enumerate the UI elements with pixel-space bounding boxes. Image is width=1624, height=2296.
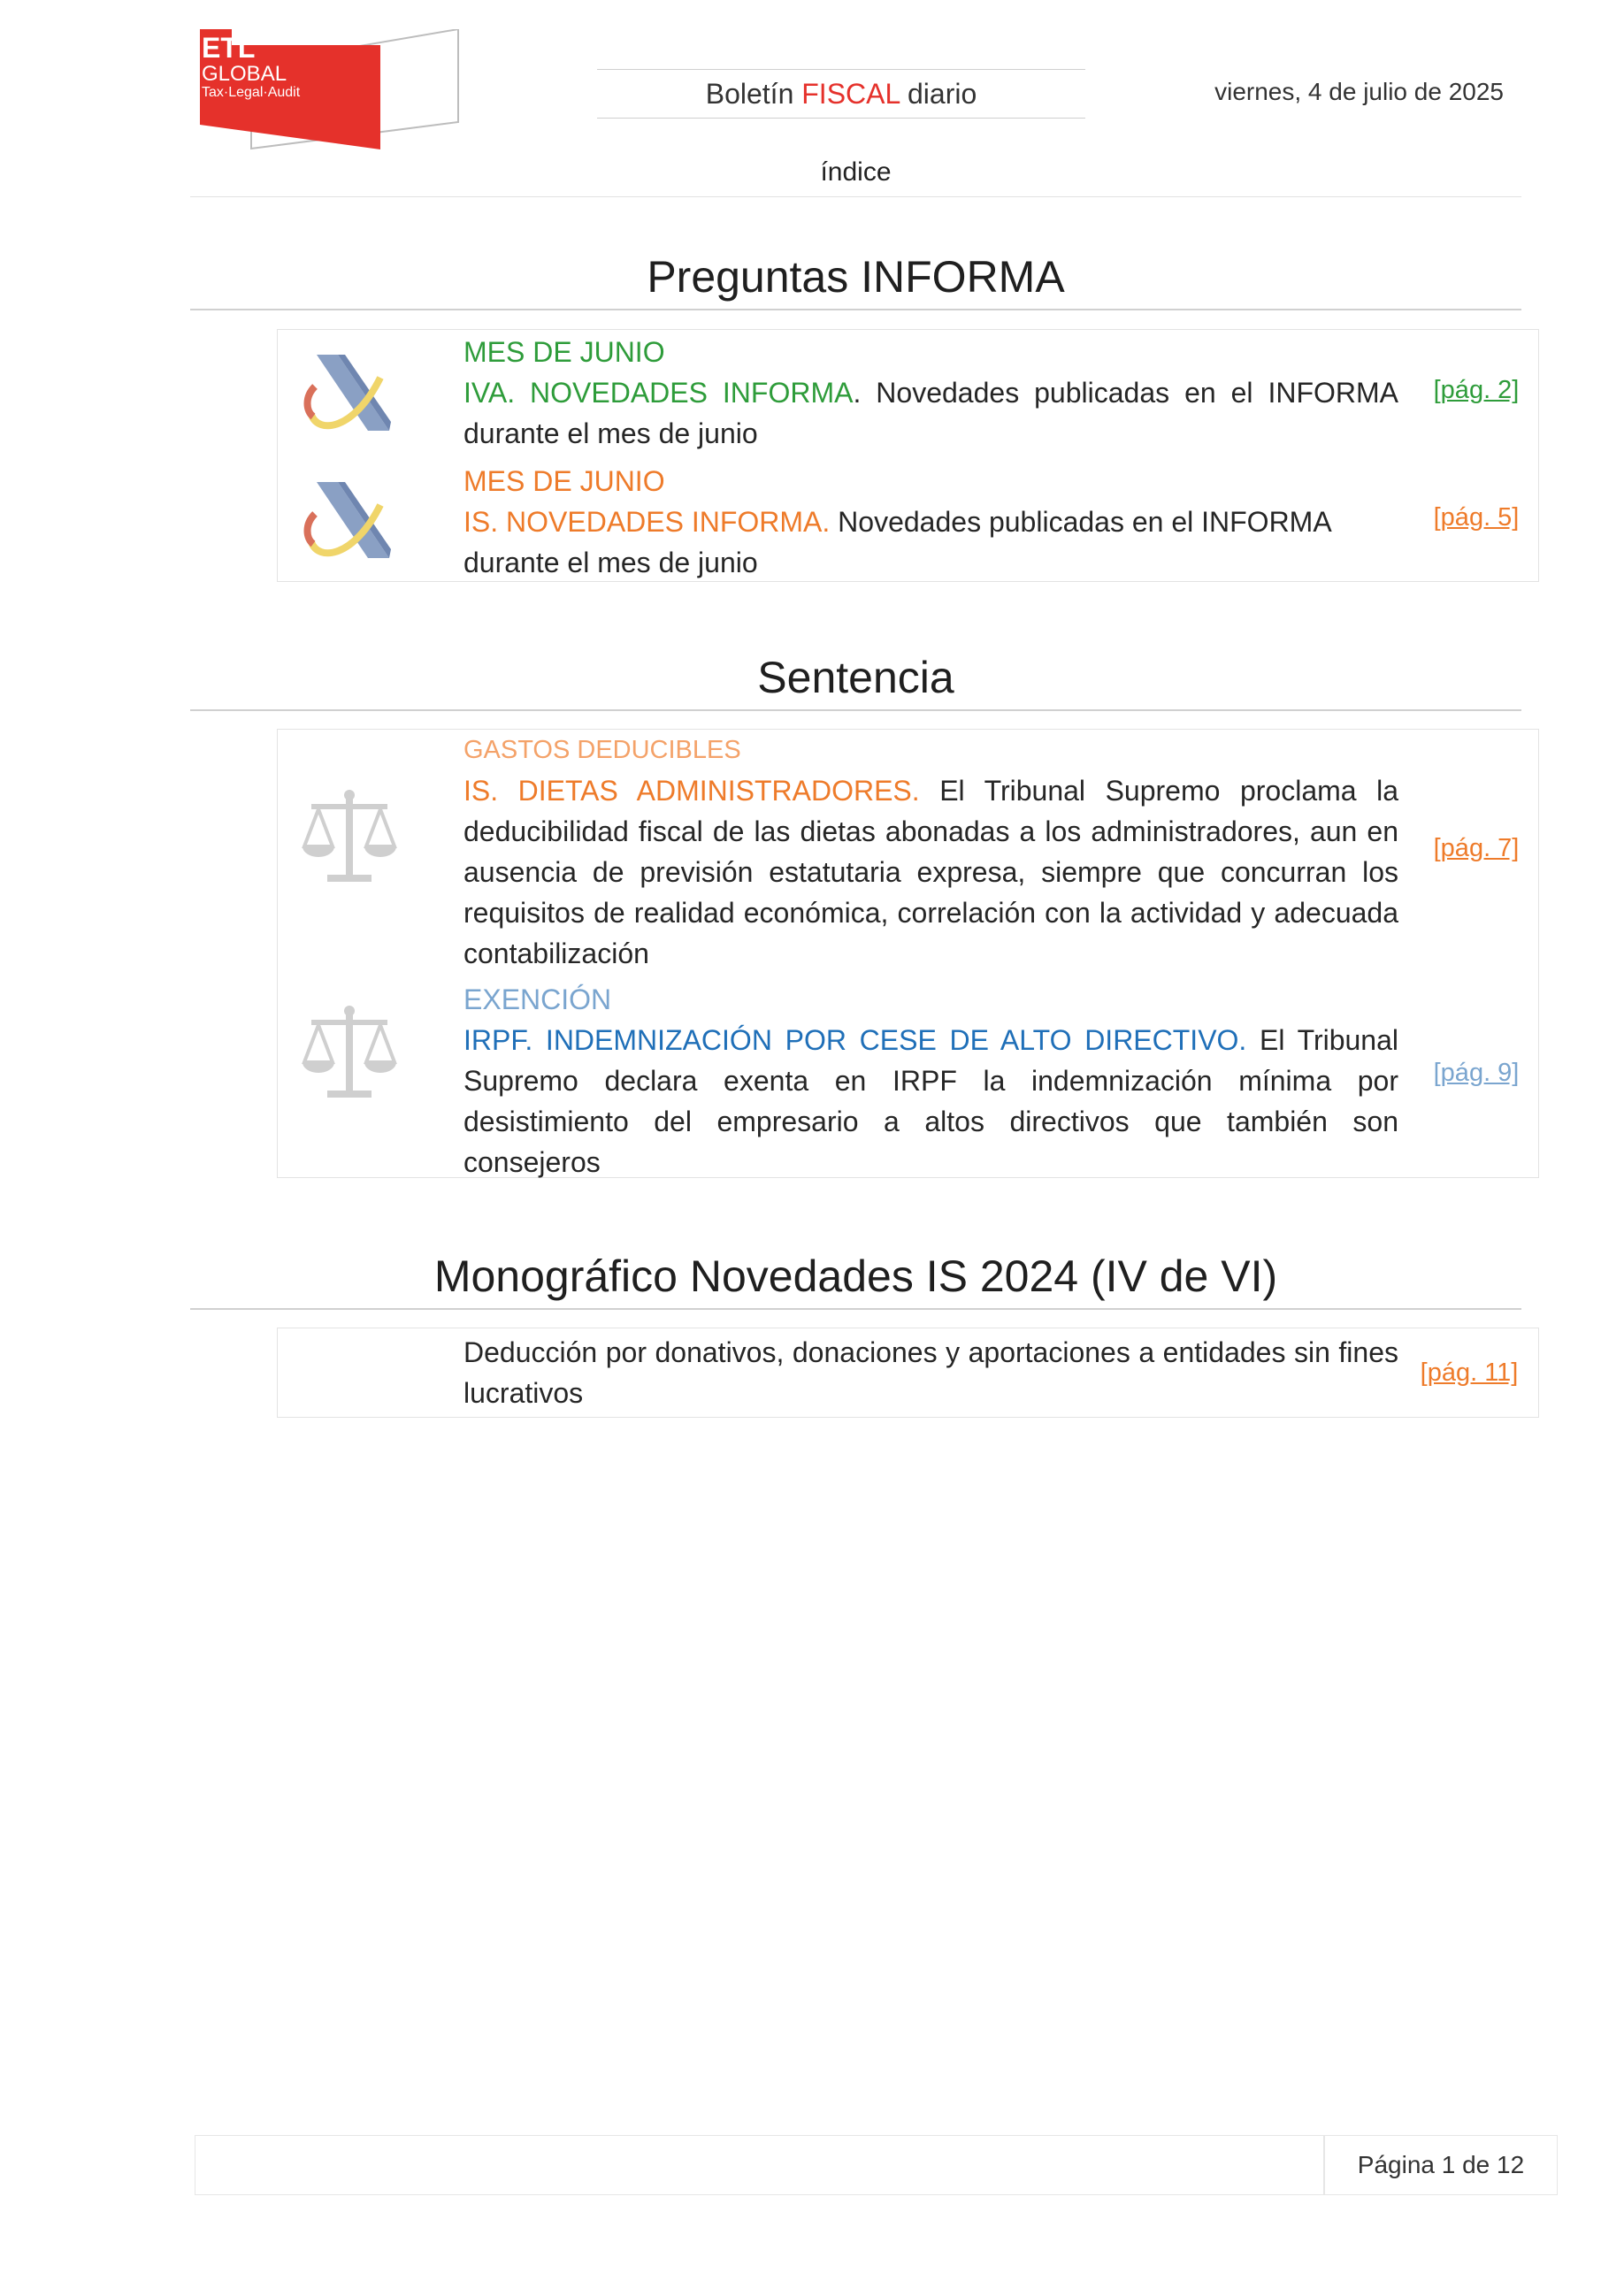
entry-text: [463, 730, 1398, 974]
entry-category: MES DE JUNIO: [463, 336, 665, 368]
section-title-sentencia: Sentencia: [190, 651, 1521, 711]
entry-heading: IRPF. INDEMNIZACIÓN POR CESE DE ALTO DIRECTIVO.: [463, 1024, 1247, 1056]
page-link[interactable]: [pág. 2]: [1433, 376, 1520, 404]
title-suffix: diario: [900, 78, 977, 110]
page-link[interactable]: [pág. 7]: [1433, 834, 1520, 862]
entry-text: [463, 979, 1398, 1182]
entry-text: [463, 1332, 1398, 1413]
page-number: Página 1 de 12: [1324, 2135, 1558, 2195]
entry-heading: IVA. NOVEDADES INFORMA: [463, 377, 854, 409]
section-box-sentencia: [277, 729, 1539, 1178]
section-box-monografico: [277, 1328, 1539, 1418]
entry-heading-end: .: [853, 377, 862, 409]
title-accent: FISCAL: [801, 78, 900, 110]
page-link[interactable]: [pág. 11]: [1420, 1358, 1519, 1387]
index-label: índice: [190, 157, 1521, 197]
section-box-preguntas-informa: [277, 329, 1539, 582]
entry-text: [463, 332, 1398, 454]
logo-line2: GLOBAL: [202, 62, 287, 86]
bulletin-date: viernes, 4 de julio de 2025: [1214, 78, 1504, 105]
page-link[interactable]: [pág. 9]: [1433, 1059, 1520, 1087]
entry-category: MES DE JUNIO: [463, 465, 665, 497]
scales-icon: [292, 1002, 407, 1108]
entry-text: [463, 461, 1398, 583]
section-title-monografico: Monográfico Novedades IS 2024 (IV de VI): [190, 1250, 1521, 1310]
entry-category: EXENCIÓN: [463, 983, 612, 1015]
entry-heading: IS. DIETAS ADMINISTRADORES.: [463, 775, 920, 807]
aeat-logo-icon: [292, 470, 407, 576]
title-prefix: Boletín: [705, 78, 802, 110]
logo-line3: Tax·Legal·Audit: [202, 85, 301, 100]
entry-body: El Tribunal Supremo declara exenta en IRPF la indemnización mínima por desistimiento del empresario a altos directivos que también son consejeros: [463, 1024, 1399, 1178]
entry-heading: IS. NOVEDADES INFORMA.: [463, 506, 831, 538]
entry-body: Novedades publicadas en el INFORMA durante el mes de junio: [463, 506, 1330, 578]
entry-body: El Tribunal Supremo proclama la deducibilidad fiscal de las dietas abonadas a los administradores, aun en ausencia de previsión estatutaria expresa, siempre que concurran los requisitos de realidad económica, correlación con la actividad y adecuada contabilización: [463, 775, 1399, 969]
entry-body: Novedades publicadas en el INFORMA durante el mes de junio: [463, 377, 1399, 449]
page-link[interactable]: [pág. 5]: [1433, 503, 1520, 532]
aeat-logo-icon: [292, 342, 407, 448]
bulletin-title: [597, 69, 1085, 119]
entry-body: Deducción por donativos, donaciones y aportaciones a entidades sin fines lucrativos: [463, 1336, 1398, 1409]
entry-category: GASTOS DEDUCIBLES: [463, 736, 741, 764]
scales-icon: [292, 786, 407, 892]
logo-line1: ETL: [202, 32, 256, 64]
etl-global-logo: [196, 29, 462, 153]
section-title-preguntas-informa: Preguntas INFORMA: [190, 250, 1521, 310]
footer-left-cell: [195, 2135, 1324, 2195]
